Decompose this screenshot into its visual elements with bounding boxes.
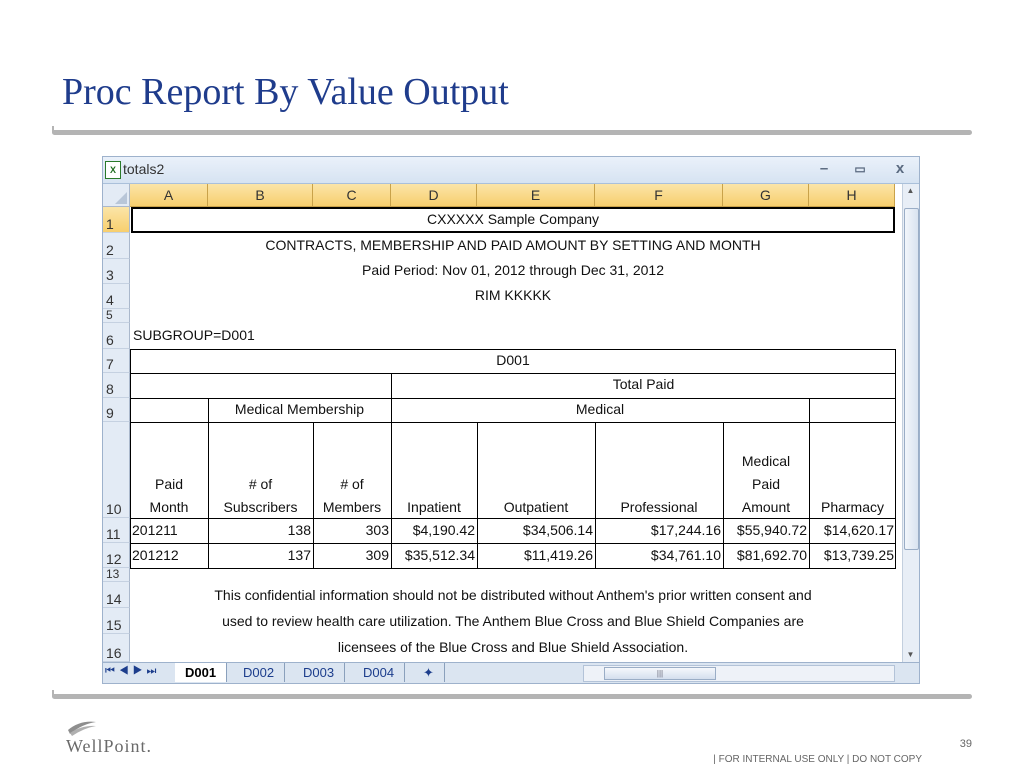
report-subtitle: CONTRACTS, MEMBERSHIP AND PAID AMOUNT BY SETTING AND MONTH — [265, 237, 761, 253]
row-header[interactable]: 3 — [103, 259, 130, 284]
col-head-paid-month-1: Paid — [154, 476, 184, 492]
table-rule — [130, 422, 896, 423]
horizontal-scrollbar[interactable] — [583, 665, 895, 682]
wellpoint-logo — [66, 718, 153, 756]
disclaimer-line: This confidential information should not be distributed without Anthem's prior written consent and — [214, 587, 812, 603]
cell-medical-paid: $81,692.70 — [736, 547, 807, 563]
table-rule — [130, 398, 896, 399]
table-rule — [809, 398, 810, 569]
row-header[interactable]: 12 — [103, 543, 130, 568]
table-rule — [130, 518, 896, 519]
row-header[interactable]: 8 — [103, 373, 130, 398]
tab-d002[interactable]: D002 — [233, 663, 285, 682]
total-paid-header: Total Paid — [612, 376, 675, 392]
row-header[interactable]: 7 — [103, 349, 130, 373]
cell-inpatient: $35,512.34 — [404, 547, 475, 563]
horizontal-scroll-thumb[interactable]: ||| — [604, 667, 716, 680]
cell-pharmacy: $13,739.25 — [823, 547, 894, 563]
title-divider — [52, 130, 972, 135]
footer-notice: | FOR INTERNAL USE ONLY | DO NOT COPY — [713, 754, 922, 765]
cell-subscribers: 137 — [287, 547, 311, 563]
col-head-inpatient: Inpatient — [407, 499, 461, 515]
scroll-up-icon[interactable]: ▲ — [906, 186, 915, 195]
spreadsheet-grid[interactable] — [103, 184, 902, 662]
window-title: totals2 — [123, 161, 165, 177]
vertical-scroll-thumb[interactable] — [904, 208, 919, 550]
table-rule — [130, 373, 896, 374]
vertical-scrollbar[interactable] — [902, 184, 919, 662]
excel-title-bar — [103, 157, 919, 184]
col-head-medical-paid-2: Paid — [751, 476, 781, 492]
cell-month: 201212 — [132, 547, 179, 563]
col-head-medical-paid-1: Medical — [741, 453, 791, 469]
cell-members: 309 — [365, 547, 389, 563]
column-header-h[interactable]: H — [809, 184, 895, 207]
row-header[interactable]: 16 — [103, 634, 130, 662]
row-header[interactable]: 15 — [103, 608, 130, 634]
page-number: 39 — [959, 738, 972, 750]
col-head-subscribers-2: Subscribers — [223, 499, 298, 515]
cell-outpatient: $11,419.26 — [523, 547, 593, 563]
col-head-outpatient: Outpatient — [503, 499, 569, 515]
col-head-subscribers-1: # of — [248, 476, 273, 492]
scroll-down-icon[interactable]: ▼ — [906, 650, 915, 659]
cell-outpatient: $34,506.14 — [522, 522, 593, 538]
report-rim: RIM KKKKK — [474, 287, 552, 303]
row-header[interactable]: 11 — [103, 518, 130, 543]
group-header: D001 — [496, 352, 530, 368]
col-head-paid-month-2: Month — [149, 499, 189, 515]
col-head-pharmacy: Pharmacy — [820, 499, 885, 515]
minimize-button[interactable]: – — [819, 160, 829, 177]
close-button[interactable]: x — [895, 160, 905, 177]
maximize-button[interactable]: ▭ — [854, 162, 866, 176]
medical-header: Medical — [575, 401, 625, 417]
row-header[interactable]: 13 — [103, 568, 130, 582]
tab-d001[interactable]: D001 — [175, 663, 227, 682]
col-head-members-1: # of — [340, 476, 364, 492]
tab-navigation-icon[interactable]: ⏮◀▶⏭ — [105, 665, 161, 677]
cell-professional: $34,761.10 — [650, 547, 721, 563]
row-header[interactable]: 6 — [103, 323, 130, 349]
row-header[interactable]: 9 — [103, 398, 130, 422]
footer-divider — [52, 694, 972, 699]
column-header-b[interactable]: B — [208, 184, 313, 207]
logo-mark-icon — [66, 718, 98, 736]
cell-professional: $17,244.16 — [650, 522, 721, 538]
row-header[interactable]: 14 — [103, 582, 130, 608]
disclaimer-line: used to review health care utilization. The Anthem Blue Cross and Blue Shield Companies are — [222, 613, 804, 629]
select-all-corner[interactable] — [103, 184, 130, 207]
table-rule — [130, 543, 896, 544]
cell-subscribers: 138 — [287, 522, 311, 538]
column-header-g[interactable]: G — [723, 184, 809, 207]
column-header-e[interactable]: E — [477, 184, 595, 207]
sheet-tab-bar — [103, 662, 919, 683]
insert-sheet-icon[interactable]: ✦ — [413, 663, 445, 682]
subgroup-label: SUBGROUP=D001 — [133, 327, 255, 343]
medical-membership-header: Medical Membership — [234, 401, 365, 417]
tab-d004[interactable]: D004 — [353, 663, 405, 682]
column-header-a[interactable]: A — [130, 184, 208, 207]
row-header[interactable]: 10 — [103, 422, 130, 518]
row-header[interactable]: 4 — [103, 284, 130, 309]
col-head-members-2: Members — [322, 499, 382, 515]
cell-inpatient: $4,190.42 — [412, 522, 475, 538]
report-period: Paid Period: Nov 01, 2012 through Dec 31, 2012 — [362, 262, 664, 278]
column-header-d[interactable]: D — [391, 184, 477, 207]
cell-medical-paid: $55,940.72 — [736, 522, 807, 538]
row-header[interactable]: 2 — [103, 233, 130, 259]
col-head-medical-paid-3: Amount — [741, 499, 791, 515]
col-head-professional: Professional — [620, 499, 698, 515]
column-header-c[interactable]: C — [313, 184, 391, 207]
cell-pharmacy: $14,620.17 — [823, 522, 894, 538]
tab-d003[interactable]: D003 — [293, 663, 345, 682]
excel-window — [102, 156, 920, 684]
cell-month: 201211 — [132, 522, 178, 538]
excel-icon: X — [105, 161, 121, 179]
disclaimer-line: licensees of the Blue Cross and Blue Shield Association. — [337, 639, 689, 655]
row-header[interactable]: 5 — [103, 309, 130, 323]
slide-title: Proc Report By Value Output — [62, 71, 509, 113]
column-header-f[interactable]: F — [595, 184, 723, 207]
company-name: CXXXXX Sample Company — [427, 211, 599, 227]
logo-text: WellPoint. — [66, 736, 153, 756]
cell-members: 303 — [365, 522, 389, 538]
row-header[interactable]: 1 — [103, 207, 130, 233]
